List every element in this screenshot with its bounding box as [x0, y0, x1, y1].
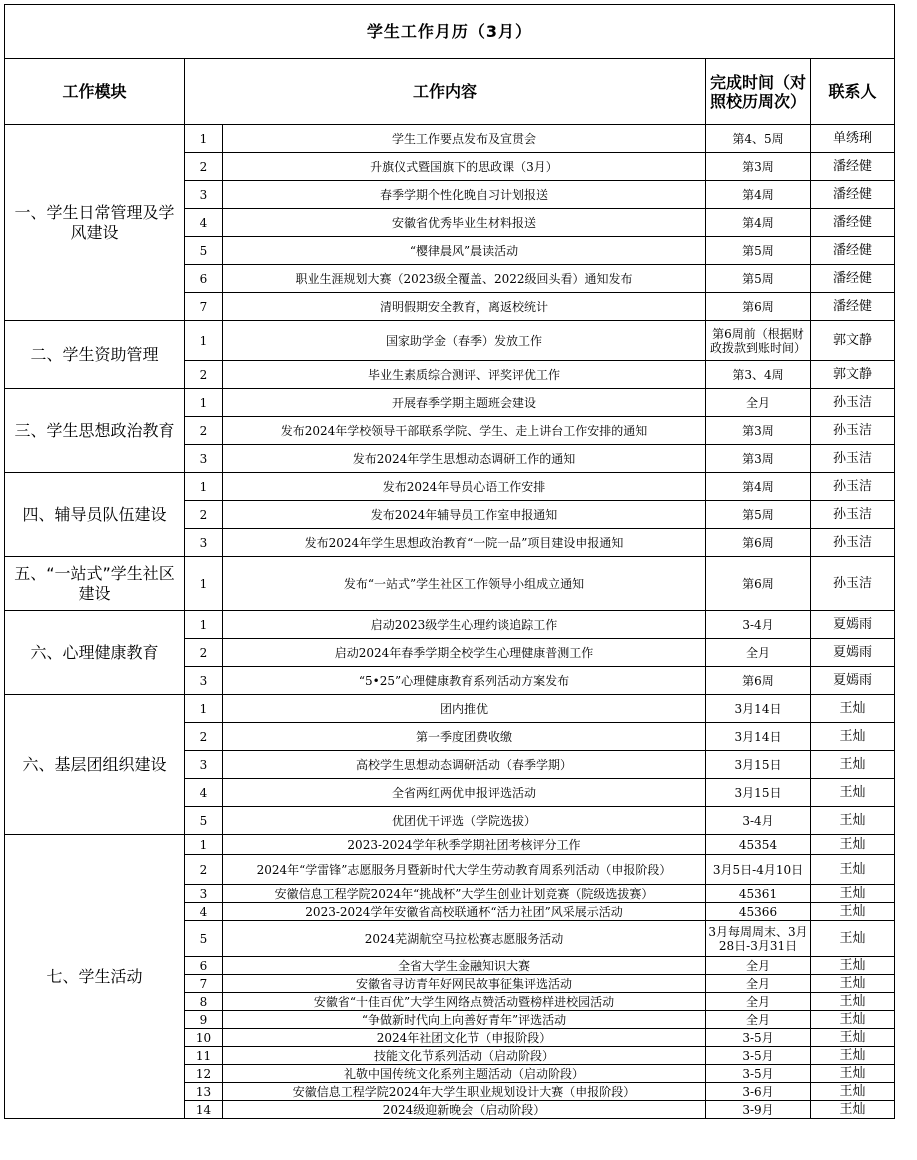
content-cell: 第一季度团费收缴: [223, 723, 706, 751]
time-cell: 第3周: [706, 153, 811, 181]
time-cell: 3-4月: [706, 611, 811, 639]
time-cell: 第6周: [706, 293, 811, 321]
content-cell: 安徽省寻访青年好网民故事征集评选活动: [223, 975, 706, 993]
time-cell: 第5周: [706, 265, 811, 293]
row-number-cell: 7: [185, 975, 223, 993]
header-time: 完成时间（对照校历周次）: [706, 59, 811, 125]
time-cell: 第6周前（根据财政拨款到账时间）: [706, 321, 811, 361]
content-cell: 学生工作要点发布及宣贯会: [223, 125, 706, 153]
content-cell: 发布2024年学生思想政治教育“一院一品”项目建设申报通知: [223, 529, 706, 557]
contact-cell: 潘经健: [811, 153, 895, 181]
time-cell: 全月: [706, 975, 811, 993]
row-number-cell: 2: [185, 855, 223, 885]
time-cell: 3-9月: [706, 1101, 811, 1119]
content-cell: 全省大学生金融知识大赛: [223, 957, 706, 975]
time-cell: 全月: [706, 1011, 811, 1029]
content-cell: 开展春季学期主题班会建设: [223, 389, 706, 417]
contact-cell: 潘经健: [811, 237, 895, 265]
time-cell: 3-5月: [706, 1047, 811, 1065]
content-cell: 高校学生思想动态调研活动（春季学期）: [223, 751, 706, 779]
contact-cell: 王灿: [811, 885, 895, 903]
content-cell: 发布2024年导员心语工作安排: [223, 473, 706, 501]
table-row: [5, 473, 895, 501]
time-cell: 45354: [706, 835, 811, 855]
header-module: 工作模块: [5, 59, 185, 125]
contact-cell: 夏嫣雨: [811, 639, 895, 667]
module-cell: 六、基层团组织建设: [5, 695, 185, 835]
header-content: 工作内容: [185, 59, 706, 125]
row-number-cell: 3: [185, 667, 223, 695]
contact-cell: 单绣琍: [811, 125, 895, 153]
time-cell: 第6周: [706, 667, 811, 695]
time-cell: 第4周: [706, 181, 811, 209]
contact-cell: 王灿: [811, 1065, 895, 1083]
row-number-cell: 1: [185, 611, 223, 639]
row-number-cell: 5: [185, 807, 223, 835]
time-cell: 第5周: [706, 501, 811, 529]
content-cell: 全省两红两优申报评选活动: [223, 779, 706, 807]
row-number-cell: 2: [185, 501, 223, 529]
module-cell: 七、学生活动: [5, 835, 185, 1119]
row-number-cell: 2: [185, 153, 223, 181]
time-cell: 45366: [706, 903, 811, 921]
time-cell: 全月: [706, 993, 811, 1011]
row-number-cell: 9: [185, 1011, 223, 1029]
content-cell: 升旗仪式暨国旗下的思政课（3月）: [223, 153, 706, 181]
row-number-cell: 1: [185, 835, 223, 855]
header-row: [5, 59, 895, 125]
contact-cell: 王灿: [811, 855, 895, 885]
time-cell: 3-4月: [706, 807, 811, 835]
calendar-table: [4, 4, 895, 1119]
contact-cell: 王灿: [811, 1029, 895, 1047]
contact-cell: 王灿: [811, 903, 895, 921]
table-row: [5, 695, 895, 723]
contact-cell: 潘经健: [811, 293, 895, 321]
time-cell: 3月15日: [706, 751, 811, 779]
time-cell: 3月14日: [706, 723, 811, 751]
row-number-cell: 6: [185, 265, 223, 293]
content-cell: 2024级迎新晚会（启动阶段）: [223, 1101, 706, 1119]
table-row: [5, 125, 895, 153]
time-cell: 第5周: [706, 237, 811, 265]
time-cell: 3月14日: [706, 695, 811, 723]
module-cell: 一、学生日常管理及学风建设: [5, 125, 185, 321]
time-cell: 第4周: [706, 209, 811, 237]
row-number-cell: 3: [185, 181, 223, 209]
contact-cell: 孙玉洁: [811, 417, 895, 445]
contact-cell: 潘经健: [811, 181, 895, 209]
row-number-cell: 3: [185, 751, 223, 779]
time-cell: 第4周: [706, 473, 811, 501]
content-cell: 国家助学金（春季）发放工作: [223, 321, 706, 361]
content-cell: 安徽信息工程学院2024年“挑战杯”大学生创业计划竞赛（院级选拔赛）: [223, 885, 706, 903]
row-number-cell: 2: [185, 361, 223, 389]
content-cell: “争做新时代向上向善好青年”评选活动: [223, 1011, 706, 1029]
row-number-cell: 2: [185, 639, 223, 667]
table-row: [5, 389, 895, 417]
contact-cell: 王灿: [811, 723, 895, 751]
time-cell: 全月: [706, 957, 811, 975]
content-cell: “樱律晨风”晨读活动: [223, 237, 706, 265]
row-number-cell: 5: [185, 237, 223, 265]
header-contact: 联系人: [811, 59, 895, 125]
contact-cell: 孙玉洁: [811, 501, 895, 529]
content-cell: 清明假期安全教育，离返校统计: [223, 293, 706, 321]
time-cell: 45361: [706, 885, 811, 903]
content-cell: 毕业生素质综合测评、评奖评优工作: [223, 361, 706, 389]
contact-cell: 王灿: [811, 1047, 895, 1065]
contact-cell: 孙玉洁: [811, 389, 895, 417]
content-cell: 发布2024年辅导员工作室申报通知: [223, 501, 706, 529]
content-cell: 春季学期个性化晚自习计划报送: [223, 181, 706, 209]
time-cell: 第6周: [706, 557, 811, 611]
time-cell: 第6周: [706, 529, 811, 557]
row-number-cell: 1: [185, 321, 223, 361]
time-cell: 3月15日: [706, 779, 811, 807]
content-cell: 发布2024年学校领导干部联系学院、学生、走上讲台工作安排的通知: [223, 417, 706, 445]
content-cell: 职业生涯规划大赛（2023级全覆盖、2022级回头看）通知发布: [223, 265, 706, 293]
contact-cell: 王灿: [811, 779, 895, 807]
row-number-cell: 11: [185, 1047, 223, 1065]
row-number-cell: 4: [185, 779, 223, 807]
content-cell: 2024年社团文化节（申报阶段）: [223, 1029, 706, 1047]
row-number-cell: 2: [185, 723, 223, 751]
time-cell: 第3周: [706, 445, 811, 473]
module-cell: 三、学生思想政治教育: [5, 389, 185, 473]
contact-cell: 潘经健: [811, 209, 895, 237]
contact-cell: 潘经健: [811, 265, 895, 293]
content-cell: 发布“一站式”学生社区工作领导小组成立通知: [223, 557, 706, 611]
contact-cell: 孙玉洁: [811, 529, 895, 557]
row-number-cell: 14: [185, 1101, 223, 1119]
table-row: [5, 557, 895, 611]
contact-cell: 王灿: [811, 993, 895, 1011]
content-cell: 安徽省优秀毕业生材料报送: [223, 209, 706, 237]
row-number-cell: 4: [185, 903, 223, 921]
module-cell: 二、学生资助管理: [5, 321, 185, 389]
content-cell: 安徽信息工程学院2024年大学生职业规划设计大赛（申报阶段）: [223, 1083, 706, 1101]
row-number-cell: 8: [185, 993, 223, 1011]
page-title: 学生工作月历（3月）: [5, 5, 895, 59]
row-number-cell: 7: [185, 293, 223, 321]
row-number-cell: 3: [185, 885, 223, 903]
row-number-cell: 13: [185, 1083, 223, 1101]
content-cell: 团内推优: [223, 695, 706, 723]
contact-cell: 王灿: [811, 975, 895, 993]
time-cell: 全月: [706, 389, 811, 417]
content-cell: 2024年“学雷锋”志愿服务月暨新时代大学生劳动教育周系列活动（申报阶段）: [223, 855, 706, 885]
row-number-cell: 5: [185, 921, 223, 957]
row-number-cell: 10: [185, 1029, 223, 1047]
module-cell: 四、辅导员队伍建设: [5, 473, 185, 557]
contact-cell: 王灿: [811, 1083, 895, 1101]
contact-cell: 王灿: [811, 1011, 895, 1029]
module-cell: 六、心理健康教育: [5, 611, 185, 695]
time-cell: 3-5月: [706, 1029, 811, 1047]
content-cell: “5•25”心理健康教育系列活动方案发布: [223, 667, 706, 695]
content-cell: 发布2024年学生思想动态调研工作的通知: [223, 445, 706, 473]
time-cell: 3月每周周末、3月28日-3月31日: [706, 921, 811, 957]
row-number-cell: 2: [185, 417, 223, 445]
time-cell: 第4、5周: [706, 125, 811, 153]
module-cell: 五、“一站式”学生社区建设: [5, 557, 185, 611]
row-number-cell: 1: [185, 557, 223, 611]
content-cell: 2024芜湖航空马拉松赛志愿服务活动: [223, 921, 706, 957]
contact-cell: 王灿: [811, 751, 895, 779]
table-row: [5, 611, 895, 639]
contact-cell: 孙玉洁: [811, 473, 895, 501]
content-cell: 2023-2024学年安徽省高校联通杯“活力社团”风采展示活动: [223, 903, 706, 921]
contact-cell: 夏嫣雨: [811, 667, 895, 695]
row-number-cell: 1: [185, 473, 223, 501]
table-row: [5, 835, 895, 855]
content-cell: 启动2024年春季学期全校学生心理健康普测工作: [223, 639, 706, 667]
content-cell: 2023-2024学年秋季学期社团考核评分工作: [223, 835, 706, 855]
row-number-cell: 1: [185, 695, 223, 723]
time-cell: 第3、4周: [706, 361, 811, 389]
row-number-cell: 3: [185, 445, 223, 473]
time-cell: 第3周: [706, 417, 811, 445]
contact-cell: 王灿: [811, 807, 895, 835]
row-number-cell: 12: [185, 1065, 223, 1083]
contact-cell: 孙玉洁: [811, 557, 895, 611]
contact-cell: 郭文静: [811, 321, 895, 361]
contact-cell: 郭文静: [811, 361, 895, 389]
contact-cell: 王灿: [811, 695, 895, 723]
content-cell: 技能文化节系列活动（启动阶段）: [223, 1047, 706, 1065]
time-cell: 3月5日-4月10日: [706, 855, 811, 885]
contact-cell: 王灿: [811, 1101, 895, 1119]
contact-cell: 王灿: [811, 957, 895, 975]
content-cell: 优团优干评选（学院选拔）: [223, 807, 706, 835]
contact-cell: 孙玉洁: [811, 445, 895, 473]
content-cell: 礼敬中国传统文化系列主题活动（启动阶段）: [223, 1065, 706, 1083]
title-row: [5, 5, 895, 59]
time-cell: 全月: [706, 639, 811, 667]
contact-cell: 王灿: [811, 921, 895, 957]
contact-cell: 夏嫣雨: [811, 611, 895, 639]
content-cell: 启动2023级学生心理约谈追踪工作: [223, 611, 706, 639]
time-cell: 3-5月: [706, 1065, 811, 1083]
row-number-cell: 1: [185, 389, 223, 417]
content-cell: 安徽省“十佳百优”大学生网络点赞活动暨榜样进校园活动: [223, 993, 706, 1011]
row-number-cell: 3: [185, 529, 223, 557]
contact-cell: 王灿: [811, 835, 895, 855]
row-number-cell: 1: [185, 125, 223, 153]
table-row: [5, 321, 895, 361]
time-cell: 3-6月: [706, 1083, 811, 1101]
row-number-cell: 4: [185, 209, 223, 237]
row-number-cell: 6: [185, 957, 223, 975]
